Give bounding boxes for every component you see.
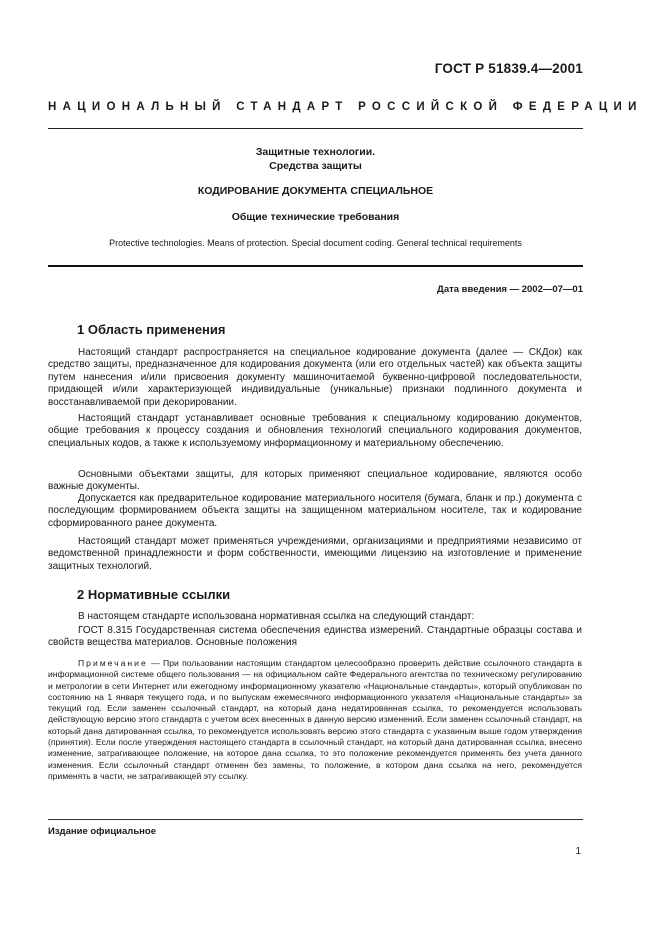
standard-number: ГОСТ Р 51839.4—2001 bbox=[434, 61, 583, 76]
title-line-2: Средства защиты bbox=[269, 160, 362, 172]
section-1-paragraph: Допускается как предварительное кодирование материального носителя (бумага, бланк и пр.) документа с последующим формированием объекта защиты на защищенном материальном носителе, так и кодирование сформированного ранее документа. bbox=[48, 493, 582, 529]
page-number: 1 bbox=[575, 846, 581, 857]
introduction-date: Дата введения — 2002—07—01 bbox=[437, 284, 583, 295]
national-standard-banner: НАЦИОНАЛЬНЫЙ СТАНДАРТ РОССИЙСКОЙ ФЕДЕРАЦИИ bbox=[48, 101, 643, 113]
document-subtitle: Общие технические требования bbox=[231, 211, 400, 223]
title-line-1: Защитные технологии. bbox=[255, 146, 376, 158]
header-divider bbox=[48, 128, 583, 129]
note-label: Примечание bbox=[78, 658, 148, 668]
section-2-paragraph: ГОСТ 8.315 Государственная система обеспечения единства измерений. Стандартные образцы состава и свойств вещества материалов. Основные положения bbox=[48, 625, 582, 649]
official-edition-label: Издание официальное bbox=[48, 826, 156, 837]
section-2-heading: 2 Нормативные ссылки bbox=[77, 587, 231, 602]
section-1-heading: 1 Область применения bbox=[77, 322, 226, 337]
normative-note bbox=[48, 658, 582, 782]
title-divider bbox=[48, 265, 583, 267]
note-text: — При пользовании настоящим стандартом целесообразно проверить действие ссылочного стандарта в информационной системе общего пользования — на официальном сайте Федерального агентства по техническому регулированию и метрологии в сети Интернет или ежегодному информационному указателю «Национальные стандарты», который опубликован по состоянию на 1 января текущего года, и по выпускам ежемесячного информационного указателя «Национальные стандарты» за текущий год. Если заменен ссылочный стандарт, на который дана недатированная ссылка, то рекомендуется использовать действующую версию этого стандарта с учетом всех внесенных в данную версию изменений. Если заменен ссылочный стандарт, на который дана датированная ссылка, то рекомендуется использовать версию этого стандарта с указанным выше годом утверждения (принятия). Если после утверждения настоящего стандарта в ссылочный стандарт, на который дана датированная ссылка, внесено изменение, затрагивающее положение, на которое дана ссылка, то это положение рекомендуется применять без учета данного изменения. Если ссылочный стандарт отменен без замены, то положение, в котором дана ссылка на него, рекомендуется применять в части, не затрагивающей эту ссылку. bbox=[48, 658, 582, 781]
section-1-paragraph: Основными объектами защиты, для которых применяют специальное кодирование, являются особо важные документы. bbox=[48, 469, 582, 493]
section-2-paragraph: В настоящем стандарте использована нормативная ссылка на следующий стандарт: bbox=[78, 611, 475, 622]
english-title: Protective technologies. Means of protection. Special document coding. General technical requirements bbox=[109, 238, 522, 248]
section-1-paragraph: Настоящий стандарт устанавливает основные требования к специальному кодированию документов, общие требования к процессу создания и обновления технологий специального кодирования документов, специальных кодов, а также к используемому информационному и материальному обеспечению. bbox=[48, 413, 582, 449]
section-1-paragraph: Настоящий стандарт может применяться учреждениями, организациями и предприятиями независимо от ведомственной принадлежности и форм собственности, имеющими лицензию на изготовление и применение защитных технологий. bbox=[48, 536, 582, 572]
document-title: КОДИРОВАНИЕ ДОКУМЕНТА СПЕЦИАЛЬНОЕ bbox=[197, 185, 434, 197]
section-1-paragraph: Настоящий стандарт распространяется на специальное кодирование документа (далее — СКДок) как средство защиты, предназначенное для кодирования документа (или его отдельных частей) как объекта защиты путем нанесения и/или присвоения документу машиночитаемой буквенно-цифровой последовательности, придающей и/или характеризующей индивидуальные (уникальные) признаки подлинного документа и восстанавливаемой при декорировании. bbox=[48, 347, 582, 408]
footer-divider bbox=[48, 819, 583, 820]
